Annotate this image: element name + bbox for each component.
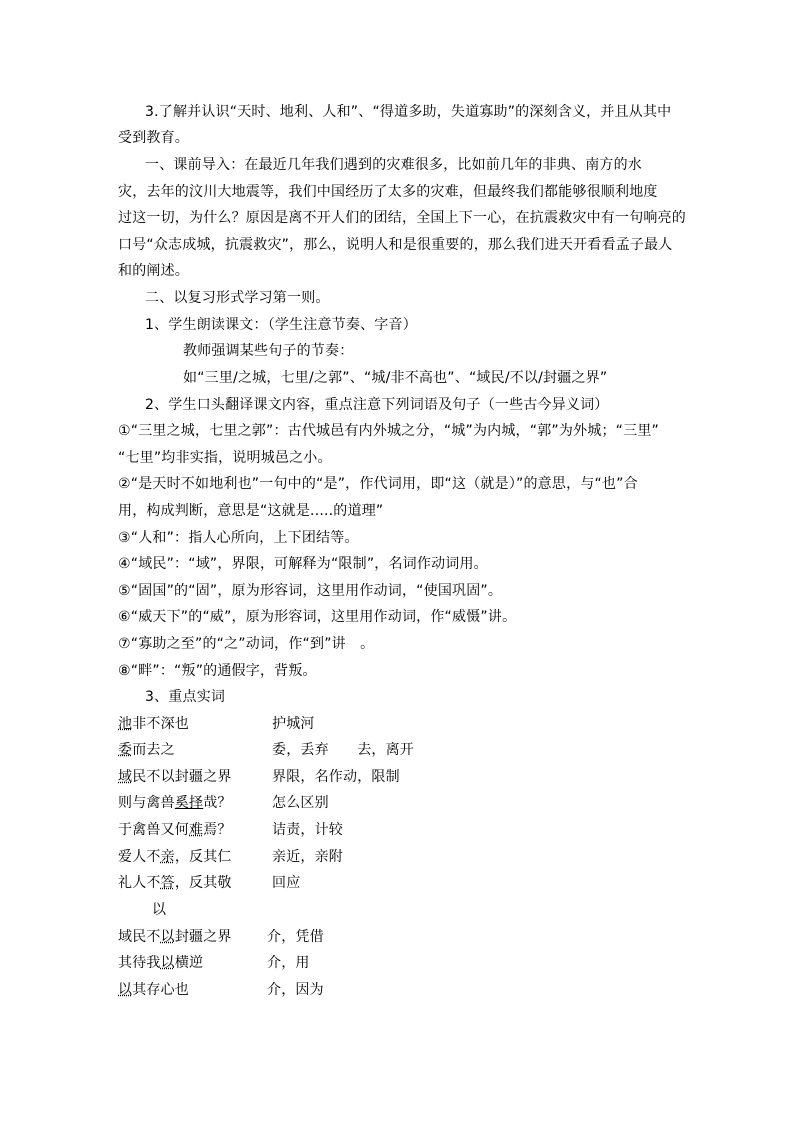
keyword-phrase: 爱人不亲，反其仁 bbox=[118, 849, 232, 865]
keyword-highlight: 答 bbox=[160, 875, 175, 891]
yi-phrase: 其待我以横逆 bbox=[118, 955, 204, 971]
note-6: ⑥“威天下”的“威”，原为形容词，这里用作动词，作“威慑”讲。 bbox=[118, 609, 517, 625]
keyword-meaning: 界限，名作动，限制 bbox=[272, 769, 400, 785]
yi-meaning: 介，凭借 bbox=[267, 929, 324, 945]
section1-line5: 和的阐述。 bbox=[118, 263, 189, 279]
section1-line3: 过这一切，为什么？原因是离不开人们的团结，全国上下一心，在抗震救灾中有一句响亮的 bbox=[118, 210, 686, 226]
keyword-highlight: 奚择 bbox=[174, 795, 204, 811]
yi-meaning: 介，用 bbox=[267, 955, 310, 971]
note-3: ③“人和”：指人心所向，上下团结等。 bbox=[118, 530, 359, 546]
keyword-highlight: 以 bbox=[118, 982, 133, 998]
section2-step1-sub: 教师强调某些句子的节奏： bbox=[183, 343, 354, 359]
section1-line2: 灾，去年的汶川大地震等，我们中国经历了太多的灾难，但最终我们都能够很顺利地度 bbox=[118, 184, 658, 200]
keyword-highlight: 委 bbox=[118, 742, 133, 758]
keyword-highlight: 以 bbox=[160, 929, 175, 945]
section2-heading: 二、以复习形式学习第一则。 bbox=[145, 290, 330, 306]
section2-step1-example: 如“三里/之城，七里/之郭”、“城/非不高也”、“域民/不以/封疆之界” bbox=[183, 370, 608, 386]
note-7: ⑦“寡助之至”的“之”动词，作“到”讲 。 bbox=[118, 636, 375, 652]
keyword-meaning: 怎么区别 bbox=[272, 795, 329, 811]
yi-phrase: 以其存心也 bbox=[118, 982, 190, 998]
keyword-highlight: 亲 bbox=[160, 849, 175, 865]
yi-phrase: 域民不以封疆之界 bbox=[118, 929, 232, 945]
note-4: ④“域民”：“域”，界限，可解释为“限制”，名词作动词用。 bbox=[118, 556, 488, 572]
note-8: ⑧“畔”：“叛”的通假字，背叛。 bbox=[118, 663, 317, 679]
section2-step2: 2、学生口头翻译课文内容，重点注意下列词语及句子（一些古今异义词） bbox=[145, 397, 609, 413]
objective-3-line2: 受到教育。 bbox=[118, 130, 189, 146]
section2-step1: 1、学生朗读课文：（学生注意节奏、字音） bbox=[145, 317, 417, 333]
keyword-meaning: 诘责，计较 bbox=[272, 822, 343, 838]
note-2-line1: ②“是天时不如地利也”一句中的“是”，作代词用，即“这（就是）”的意思，与“也”合 bbox=[118, 476, 638, 492]
yi-heading: 以 bbox=[152, 902, 167, 918]
note-2-line2: 用，构成判断，意思是“这就是.....的道理” bbox=[118, 503, 384, 519]
step3-heading: 3、重点实词 bbox=[145, 689, 226, 705]
keyword-phrase: 委而去之 bbox=[118, 742, 175, 758]
keyword-meaning: 亲近，亲附 bbox=[272, 849, 343, 865]
keyword-phrase: 于禽兽又何难焉？ bbox=[118, 822, 232, 838]
keyword-highlight: 难 bbox=[189, 822, 204, 838]
keyword-phrase: 礼人不答，反其敬 bbox=[118, 875, 232, 891]
keyword-phrase: 池非不深也 bbox=[118, 716, 190, 732]
note-1-line1: ①“三里之城，七里之郭”：古代城邑有内外城之分，“城”为内城，“郭”为外城；“三里” bbox=[118, 423, 659, 439]
yi-meaning: 介，因为 bbox=[267, 982, 324, 998]
note-5: ⑤“固国”的“固”，原为形容词，这里用作动词，“使国巩固”。 bbox=[118, 583, 503, 599]
note-1-line2: “七里”均非实指，说明城邑之小。 bbox=[118, 450, 332, 466]
keyword-meaning: 护城河 bbox=[272, 716, 315, 732]
keyword-highlight: 以 bbox=[160, 955, 175, 971]
keyword-meaning: 委，丢弃 去，离开 bbox=[272, 742, 414, 758]
section1-line1: 一、课前导入：在最近几年我们遇到的灾难很多，比如前几年的非典、南方的水 bbox=[145, 157, 642, 173]
keyword-highlight: 池 bbox=[118, 716, 133, 732]
keyword-phrase: 则与禽兽奚择哉？ bbox=[118, 795, 232, 811]
section1-line4: 口号“众志成城，抗震救灾”，那么，说明人和是很重要的，那么我们进天开看看孟子最人 bbox=[118, 237, 673, 253]
keyword-meaning: 回应 bbox=[272, 875, 301, 891]
keyword-phrase: 域民不以封疆之界 bbox=[118, 769, 232, 785]
keyword-highlight: 域 bbox=[118, 769, 133, 785]
objective-3-line1: 3.了解并认识“天时、地利、人和”、“得道多助，失道寡助”的深刻含义，并且从其中 bbox=[145, 104, 672, 120]
